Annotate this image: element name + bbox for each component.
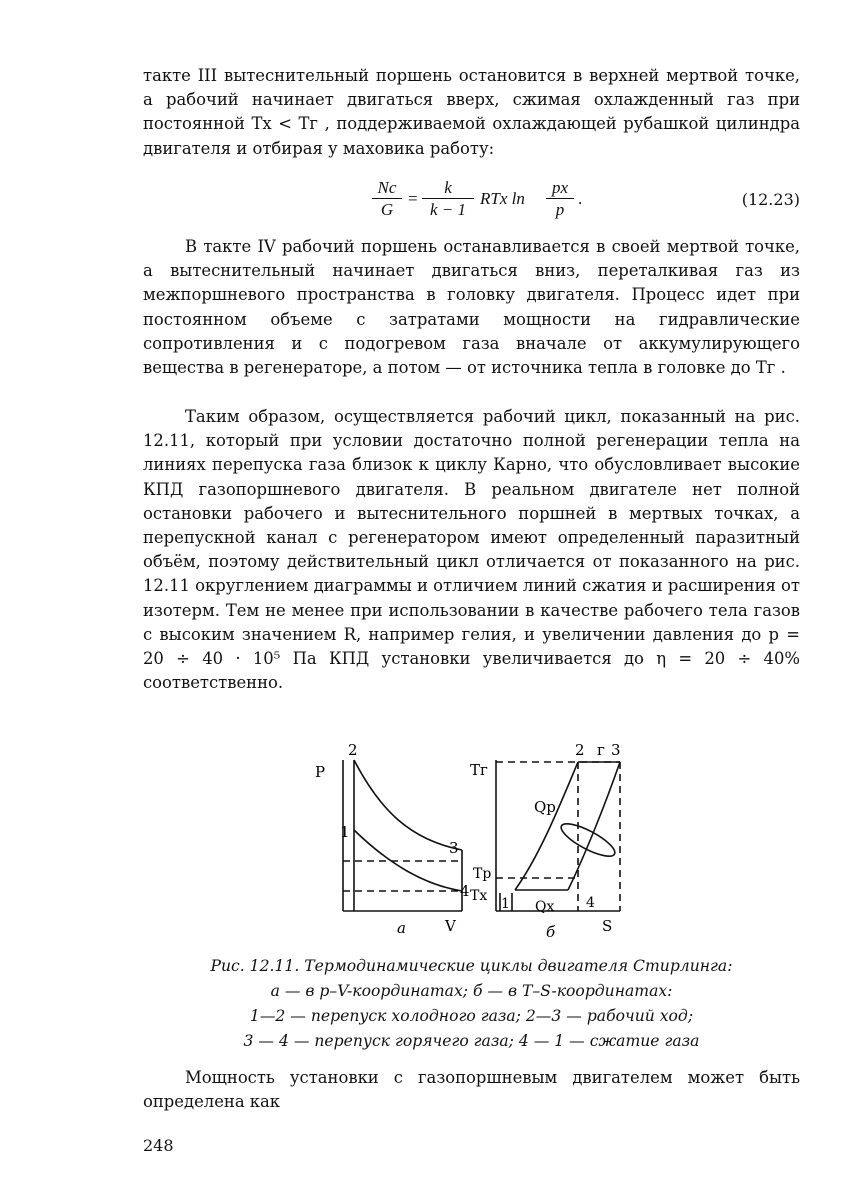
ts-sublabel: б	[546, 923, 556, 941]
ts-label-tg: Tг	[470, 761, 488, 779]
caption-line-4: 3 — 4 — перепуск горячего газа; 4 — 1 — сжатие газа	[243, 1032, 700, 1050]
fraction-nc-g: $\frac{Nc}{G}$	[372, 178, 402, 221]
ts-label-tx: Tх	[470, 888, 488, 904]
ts-label-tp: Tр	[473, 866, 492, 882]
pv-label-p: P	[315, 763, 326, 781]
formula-mid: RTх ln	[480, 189, 525, 208]
ts-qp-loop	[557, 818, 618, 862]
page-number: 248	[143, 1136, 174, 1155]
pv-point-3: 3	[449, 839, 459, 857]
formula-dot: .	[578, 189, 583, 208]
figure-caption	[143, 954, 800, 1054]
equals-sign: =	[408, 189, 418, 208]
ts-label-qp: Qр	[534, 798, 556, 816]
ts-curve-1-2	[515, 762, 578, 890]
pv-point-2: 2	[348, 741, 358, 759]
caption-line-2: а — в p–V-координатах; б — в T–S-координатах:	[270, 982, 673, 1000]
paragraph-4: Мощность установки с газопоршневым двигателем может быть определена как	[143, 1068, 800, 1112]
fraction-k: $\frac{k}{k - 1}$	[422, 178, 474, 221]
ts-point-2: 2	[575, 741, 585, 759]
figure-12-11	[310, 735, 650, 950]
paragraph-3: Таким образом, осуществляется рабочий цикл, показанный на рис. 12.11, который при условии достаточно полной регенерации тепла на линиях перепуска газа близок к циклу Карно, что обусловливает высокие КПД газопоршневого двигателя. В реальном двигателе нет полной остановки рабочего и вытеснительного поршней в мертвых точках, а перепускной канал с регенератором имеют определенный паразитный объём, поэтому действительный цикл отличается от показанного на рис. 12.11 округлением диаграммы и отличием линий сжатия и расширения от изотерм. Тем не менее при использовании в качестве рабочего тела газов с высоким значением R, например гелия, и увеличении давления до p = 20 ÷ 40 · 10⁵ Па КПД установки увеличивается до η = 20 ÷ 40% соответственно.	[143, 407, 800, 693]
ts-diagram	[496, 760, 620, 911]
formula-12-23	[360, 178, 800, 226]
ts-point-3: 3	[611, 741, 621, 759]
paragraph-2: В такте IV рабочий поршень останавливается в своей мертвой точке, а вытеснительный начинает двигаться вниз, переталкивая газ из межпоршневого пространства в головку двигателя. Процесс идет при постоянном объеме с затратами мощности на гидравлические сопротивления и с подогревом газа вначале от аккумулирующего вещества в регенераторе, а потом — от источника тепла в головке до Tг .	[143, 237, 800, 378]
ts-point-1: 1	[501, 896, 510, 912]
pv-point-4: 4	[460, 882, 470, 900]
caption-line-3: 1—2 — перепуск холодного газа; 2—3 — рабочий ход;	[249, 1007, 694, 1025]
paragraph-1: такте III вытеснительный поршень остановится в верхней мертвой точке, а рабочий начинает двигаться вверх, сжимая охлажденный газ при постоянной Tх < Tг , поддерживаемой охлаждающей рубашкой цилиндра двигателя и отбирая у маховика работу:	[143, 66, 800, 158]
pv-point-1: 1	[340, 823, 350, 841]
equation-number: (12.23)	[741, 190, 800, 209]
fraction-px-p: pх p	[546, 178, 574, 221]
caption-line-1: Рис. 12.11. Термодинамические циклы двигателя Стирлинга:	[210, 957, 733, 975]
ts-label-qx: Qх	[535, 899, 555, 915]
pv-sublabel: а	[397, 919, 406, 937]
pv-diagram	[343, 760, 462, 911]
ts-point-g: г	[597, 741, 605, 759]
ts-point-4: 4	[586, 895, 595, 911]
pv-curve-2-3	[354, 760, 462, 850]
ts-label-s: S	[602, 917, 613, 935]
pv-label-v: V	[445, 917, 456, 935]
